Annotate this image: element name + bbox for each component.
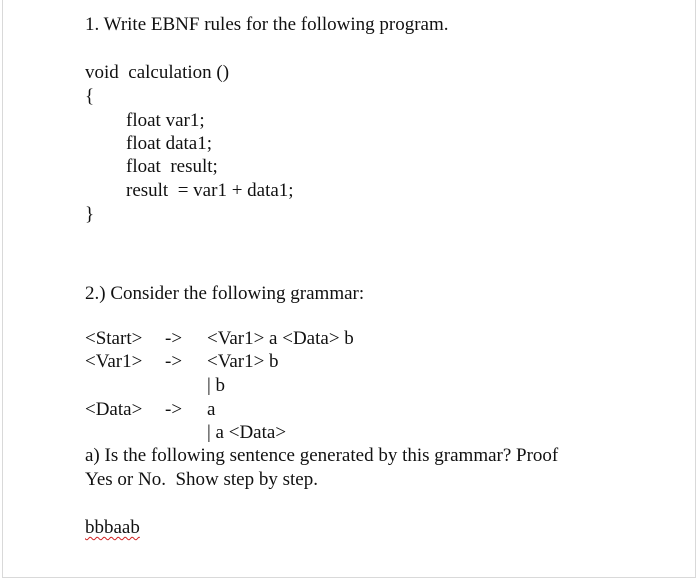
grammar-lhs: <Start> xyxy=(85,328,143,349)
test-sentence: bbbaab xyxy=(85,517,140,538)
grammar-rhs: | b xyxy=(207,375,226,396)
question-1-title: 1. Write EBNF rules for the following program. xyxy=(85,14,449,35)
code-line: float result; xyxy=(126,156,218,177)
question-2-title: 2.) Consider the following grammar: xyxy=(85,283,365,304)
code-line: result = var1 + data1; xyxy=(126,180,294,201)
code-line: float var1; xyxy=(126,110,205,131)
grammar-lhs: <Var1> xyxy=(85,351,143,372)
code-close-brace: } xyxy=(85,204,95,225)
grammar-arrow: -> xyxy=(165,328,183,349)
grammar-rhs: a xyxy=(207,399,216,420)
grammar-arrow: -> xyxy=(165,351,183,372)
grammar-rhs: | a <Data> xyxy=(207,422,287,443)
grammar-lhs: <Data> xyxy=(85,399,143,420)
grammar-arrow: -> xyxy=(165,399,183,420)
code-open-brace: { xyxy=(85,86,95,107)
grammar-rhs: <Var1> a <Data> b xyxy=(207,328,354,349)
grammar-rhs: <Var1> b xyxy=(207,351,279,372)
code-line: float data1; xyxy=(126,133,212,154)
part-a-instruction: Yes or No. Show step by step. xyxy=(85,469,318,490)
code-function-signature: void calculation () xyxy=(85,62,230,83)
part-a-question: a) Is the following sentence generated by this grammar? Proof xyxy=(85,445,559,466)
